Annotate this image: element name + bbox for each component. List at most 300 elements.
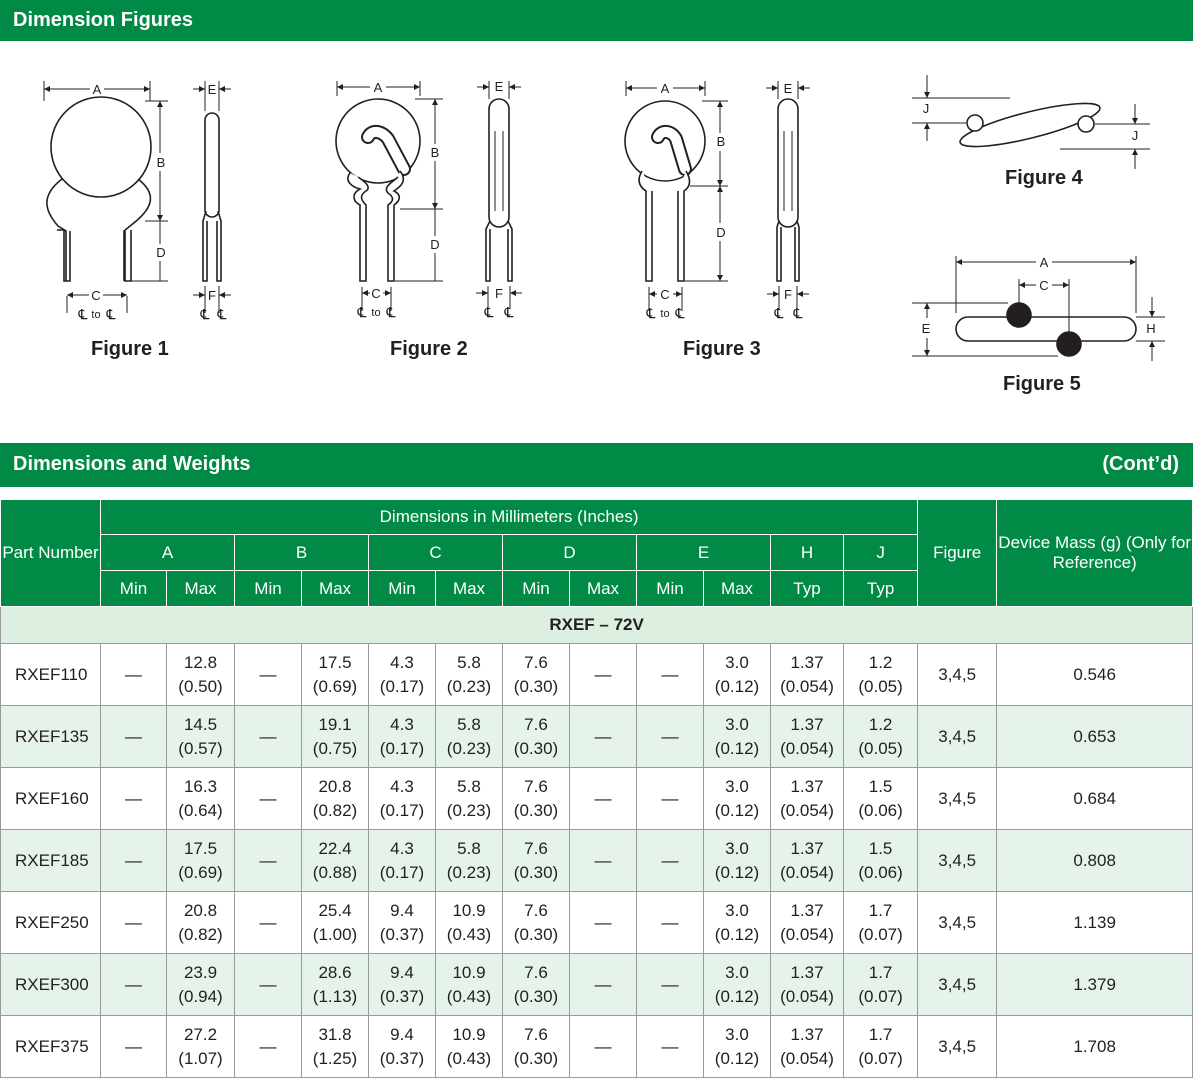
- section-title: Dimensions and Weights: [13, 453, 251, 475]
- centerline-symbol: ℄: [78, 306, 88, 322]
- cell-mm-value: —: [594, 788, 612, 808]
- dimension-cell: [101, 1016, 167, 1078]
- cell-inch-value: (0.37): [379, 986, 425, 1006]
- cell-inch-value: (0.69): [312, 676, 358, 696]
- figure-cell: 3,4,5: [918, 1016, 997, 1078]
- dimension-cell: [637, 954, 704, 1016]
- dimension-cell: [101, 644, 167, 706]
- dimension-cell: [637, 706, 704, 768]
- header-group-a: A: [101, 535, 235, 571]
- cell-mm-value: 14.5: [183, 714, 218, 734]
- cell-inch-value: (0.17): [379, 738, 425, 758]
- dimension-cell: [436, 892, 503, 954]
- continued-label: (Cont’d): [1102, 453, 1179, 475]
- cell-inch-value: (0.054): [780, 738, 834, 758]
- cell-inch-value: (0.054): [780, 986, 834, 1006]
- dim-f-label: F: [784, 287, 792, 302]
- cell-mm-value: —: [661, 788, 679, 808]
- dimension-cell: [302, 768, 369, 830]
- cell-mm-value: 12.8: [183, 652, 218, 672]
- dimension-cell: [436, 768, 503, 830]
- dimension-cell: [771, 954, 844, 1016]
- dimension-cell: [167, 768, 235, 830]
- cell-inch-value: (0.12): [714, 676, 760, 696]
- cell-mm-value: —: [259, 974, 277, 994]
- dim-e-label: E: [921, 321, 931, 336]
- cell-mm-value: 22.4: [318, 838, 352, 858]
- centerline-symbol: ℄: [774, 305, 784, 321]
- dimension-cell: [844, 892, 918, 954]
- cell-inch-value: (0.37): [379, 1048, 425, 1068]
- dimension-cell: [844, 768, 918, 830]
- section-title: Dimension Figures: [13, 9, 194, 31]
- header-group-j: J: [844, 535, 918, 571]
- cell-mm-value: —: [594, 664, 612, 684]
- centerline-symbol: ℄: [504, 304, 514, 320]
- header-sub-8: Min: [637, 571, 704, 607]
- cell-inch-value: (0.12): [714, 800, 760, 820]
- cell-mm-value: —: [594, 974, 612, 994]
- dimension-cell: [503, 768, 570, 830]
- cell-mm-value: —: [125, 850, 142, 870]
- to-label: to: [371, 307, 381, 319]
- cell-mm-value: 5.8: [457, 838, 481, 858]
- table-row: [1, 644, 1193, 706]
- dimension-cell: [503, 954, 570, 1016]
- centerline-symbol: ℄: [793, 305, 803, 321]
- dimension-cell: [704, 830, 771, 892]
- dim-a-label: A: [660, 81, 670, 96]
- part-number-cell: RXEF160: [1, 768, 101, 830]
- cell-mm-value: 20.8: [183, 900, 218, 920]
- cell-inch-value: (0.88): [312, 862, 358, 882]
- dim-a-label: A: [1039, 255, 1049, 270]
- dimension-cell: [302, 644, 369, 706]
- cell-mm-value: 1.5: [868, 838, 893, 858]
- cell-mm-value: 16.3: [183, 776, 218, 796]
- dim-c-label: C: [1039, 278, 1049, 293]
- cell-mm-value: —: [259, 850, 277, 870]
- cell-mm-value: 1.7: [868, 962, 893, 982]
- cell-mm-value: 1.37: [790, 962, 824, 982]
- figure-cell: 3,4,5: [918, 954, 997, 1016]
- figure-cell: 3,4,5: [918, 830, 997, 892]
- dimension-cell: [302, 892, 369, 954]
- cell-mm-value: —: [259, 788, 277, 808]
- dimension-cell: [704, 892, 771, 954]
- dimension-cell: [704, 706, 771, 768]
- table-row: [1, 954, 1193, 1016]
- header-sub-7: Max: [570, 571, 637, 607]
- dimension-cell: [369, 706, 436, 768]
- dimension-cell: [503, 830, 570, 892]
- mass-cell: 0.546: [997, 644, 1193, 706]
- cell-inch-value: (0.82): [178, 924, 223, 944]
- to-label: to: [660, 308, 670, 320]
- dimension-cell: [844, 954, 918, 1016]
- cell-inch-value: (1.07): [178, 1048, 223, 1068]
- cell-inch-value: (0.30): [513, 924, 559, 944]
- cell-mm-value: —: [125, 726, 142, 746]
- cell-inch-value: (0.07): [858, 986, 903, 1006]
- part-number-cell: RXEF300: [1, 954, 101, 1016]
- dimension-cell: [503, 1016, 570, 1078]
- figure-cell: 3,4,5: [918, 768, 997, 830]
- cell-mm-value: 7.6: [524, 962, 548, 982]
- cell-mm-value: —: [594, 1036, 612, 1056]
- part-number-cell: RXEF135: [1, 706, 101, 768]
- cell-inch-value: (0.05): [858, 738, 903, 758]
- header-group-e: E: [637, 535, 771, 571]
- dim-a-label: A: [92, 82, 102, 97]
- cell-inch-value: (0.43): [446, 1048, 492, 1068]
- cell-inch-value: (0.054): [780, 1048, 834, 1068]
- dim-e-label: E: [494, 79, 504, 94]
- dimension-cell: [235, 706, 302, 768]
- part-number-cell: RXEF375: [1, 1016, 101, 1078]
- dimension-cell: [167, 644, 235, 706]
- cell-mm-value: 25.4: [318, 900, 352, 920]
- dim-b-label: B: [716, 134, 726, 149]
- dimension-cell: [436, 644, 503, 706]
- dimension-cell: [369, 768, 436, 830]
- figure-1-drawing: [44, 81, 231, 313]
- dimension-cell: [844, 1016, 918, 1078]
- cell-mm-value: 5.8: [457, 714, 481, 734]
- dimension-cell: [637, 830, 704, 892]
- table-row: [1, 830, 1193, 892]
- dimension-cell: [235, 830, 302, 892]
- figure-3-label: Figure 3: [683, 338, 761, 360]
- cell-inch-value: (0.23): [446, 800, 492, 820]
- cell-mm-value: —: [661, 726, 679, 746]
- mass-cell: 1.708: [997, 1016, 1193, 1078]
- cell-inch-value: (0.17): [379, 676, 425, 696]
- dimension-cell: [503, 644, 570, 706]
- header-group-c: C: [369, 535, 503, 571]
- dimension-cell: [704, 644, 771, 706]
- cell-inch-value: (0.82): [312, 800, 358, 820]
- series-row: RXEF – 72V: [1, 607, 1193, 644]
- cell-mm-value: —: [661, 974, 679, 994]
- dimension-cell: [704, 768, 771, 830]
- dimension-cell: [369, 644, 436, 706]
- dimensions-table: [0, 499, 1193, 1078]
- header-part-number: Part Number: [1, 500, 101, 607]
- dim-c-label: C: [371, 286, 381, 301]
- cell-mm-value: 7.6: [524, 714, 548, 734]
- dimension-cell: [771, 892, 844, 954]
- cell-mm-value: 23.9: [183, 962, 218, 982]
- cell-inch-value: (0.75): [312, 738, 358, 758]
- dimension-cell: [167, 830, 235, 892]
- dimension-cell: [369, 954, 436, 1016]
- header-group-b: B: [235, 535, 369, 571]
- cell-inch-value: (0.23): [446, 738, 492, 758]
- figure-4-label: Figure 4: [1005, 167, 1083, 189]
- cell-inch-value: (0.30): [513, 738, 559, 758]
- dimension-cell: [503, 706, 570, 768]
- cell-mm-value: 7.6: [524, 652, 548, 672]
- cell-mm-value: —: [661, 912, 679, 932]
- dimension-cell: [771, 768, 844, 830]
- cell-mm-value: —: [125, 974, 142, 994]
- cell-mm-value: 3.0: [725, 838, 749, 858]
- cell-mm-value: 20.8: [318, 776, 352, 796]
- dim-e-label: E: [783, 81, 793, 96]
- header-sub-4: Min: [369, 571, 436, 607]
- mass-cell: 1.379: [997, 954, 1193, 1016]
- dimension-cell: [637, 768, 704, 830]
- cell-mm-value: —: [594, 850, 612, 870]
- header-dims-title: Dimensions in Millimeters (Inches): [101, 500, 918, 535]
- cell-inch-value: (0.30): [513, 676, 559, 696]
- dimension-cell: [637, 892, 704, 954]
- header-mass: Device Mass (g) (Only for Reference): [997, 500, 1193, 607]
- cell-inch-value: (0.94): [178, 986, 223, 1006]
- cell-mm-value: 1.37: [790, 714, 824, 734]
- dim-j-label: J: [1131, 128, 1139, 143]
- dimension-cell: [570, 768, 637, 830]
- cell-mm-value: 3.0: [725, 1024, 749, 1044]
- cell-mm-value: —: [594, 912, 612, 932]
- dimension-cell: [101, 954, 167, 1016]
- centerline-symbol: ℄: [386, 304, 396, 320]
- dimension-cell: [637, 644, 704, 706]
- dimension-cell: [844, 830, 918, 892]
- cell-mm-value: 1.5: [868, 776, 893, 796]
- dim-a-label: A: [373, 80, 383, 95]
- dimension-cell: [436, 830, 503, 892]
- dim-c-label: C: [91, 288, 101, 303]
- dimension-cell: [101, 830, 167, 892]
- dimension-cell: [235, 954, 302, 1016]
- dimension-cell: [436, 954, 503, 1016]
- dimension-cell: [503, 892, 570, 954]
- dimension-cell: [167, 706, 235, 768]
- dim-e-label: E: [207, 82, 217, 97]
- dimension-cell: [570, 706, 637, 768]
- table-row: [1, 1016, 1193, 1078]
- cell-mm-value: 17.5: [318, 652, 352, 672]
- dimension-cell: [570, 644, 637, 706]
- centerline-symbol: ℄: [675, 305, 685, 321]
- header-figure: Figure: [918, 500, 997, 607]
- dimension-cell: [436, 706, 503, 768]
- cell-mm-value: 7.6: [524, 900, 548, 920]
- dimension-cell: [167, 1016, 235, 1078]
- cell-inch-value: (0.06): [858, 862, 903, 882]
- mass-cell: 0.808: [997, 830, 1193, 892]
- cell-mm-value: 1.2: [868, 652, 893, 672]
- cell-mm-value: 27.2: [183, 1024, 218, 1044]
- dimension-cell: [570, 954, 637, 1016]
- dimension-cell: [101, 706, 167, 768]
- dimension-cell: [771, 644, 844, 706]
- cell-mm-value: 19.1: [318, 714, 352, 734]
- dim-h-label: H: [1146, 321, 1156, 336]
- cell-mm-value: 1.7: [868, 1024, 893, 1044]
- cell-mm-value: —: [125, 788, 142, 808]
- figure-5-label: Figure 5: [1003, 373, 1081, 395]
- cell-inch-value: (1.00): [312, 924, 358, 944]
- figure-cell: 3,4,5: [918, 892, 997, 954]
- cell-inch-value: (0.07): [858, 1048, 903, 1068]
- cell-inch-value: (0.43): [446, 986, 492, 1006]
- header-group-h: H: [771, 535, 844, 571]
- dimension-cell: [302, 1016, 369, 1078]
- cell-inch-value: (0.50): [178, 676, 223, 696]
- cell-mm-value: 7.6: [524, 838, 548, 858]
- header-sub-6: Min: [503, 571, 570, 607]
- header-sub-5: Max: [436, 571, 503, 607]
- cell-inch-value: (0.12): [714, 924, 760, 944]
- cell-mm-value: 9.4: [390, 1024, 414, 1044]
- cell-mm-value: 28.6: [318, 962, 352, 982]
- cell-mm-value: 10.9: [452, 1024, 486, 1044]
- centerline-symbol: ℄: [357, 304, 367, 320]
- cell-inch-value: (1.25): [312, 1048, 358, 1068]
- cell-inch-value: (0.054): [780, 924, 834, 944]
- cell-inch-value: (0.06): [858, 800, 903, 820]
- cell-mm-value: 1.37: [790, 1024, 824, 1044]
- figure-3-drawing: [625, 81, 810, 311]
- part-number-cell: RXEF110: [1, 644, 101, 706]
- cell-mm-value: —: [259, 726, 277, 746]
- cell-inch-value: (0.17): [379, 800, 425, 820]
- cell-inch-value: (0.05): [858, 676, 903, 696]
- cell-inch-value: (0.43): [446, 924, 492, 944]
- cell-mm-value: 31.8: [318, 1024, 352, 1044]
- header-sub-9: Max: [704, 571, 771, 607]
- cell-mm-value: 7.6: [524, 1024, 548, 1044]
- figure-1-label: Figure 1: [91, 338, 169, 360]
- to-label: to: [91, 309, 101, 321]
- header-sub-2: Min: [235, 571, 302, 607]
- dimension-cell: [637, 1016, 704, 1078]
- dimension-cell: [235, 1016, 302, 1078]
- dimension-cell: [235, 644, 302, 706]
- cell-mm-value: 9.4: [390, 900, 414, 920]
- dimension-cell: [704, 1016, 771, 1078]
- dimension-cell: [235, 892, 302, 954]
- figure-4-drawing: [912, 75, 1150, 169]
- dimension-cell: [235, 768, 302, 830]
- dim-b-label: B: [156, 155, 166, 170]
- cell-mm-value: 1.7: [868, 900, 893, 920]
- cell-inch-value: (0.054): [780, 800, 834, 820]
- header-sub-0: Min: [101, 571, 167, 607]
- cell-mm-value: 3.0: [725, 652, 749, 672]
- mass-cell: 1.139: [997, 892, 1193, 954]
- dimension-cell: [436, 1016, 503, 1078]
- centerline-symbol: ℄: [646, 305, 656, 321]
- dimension-cell: [167, 954, 235, 1016]
- part-number-cell: RXEF250: [1, 892, 101, 954]
- cell-mm-value: 3.0: [725, 714, 749, 734]
- cell-mm-value: —: [259, 664, 277, 684]
- cell-mm-value: —: [259, 1036, 277, 1056]
- cell-mm-value: —: [125, 912, 142, 932]
- dimension-cell: [302, 830, 369, 892]
- dimension-cell: [570, 830, 637, 892]
- cell-inch-value: (0.07): [858, 924, 903, 944]
- cell-mm-value: 1.2: [868, 714, 893, 734]
- cell-inch-value: (0.12): [714, 862, 760, 882]
- cell-inch-value: (0.23): [446, 676, 492, 696]
- cell-inch-value: (0.054): [780, 676, 834, 696]
- dimension-cell: [369, 1016, 436, 1078]
- section-header-dimensions-weights: [0, 443, 1193, 487]
- dimension-cell: [844, 706, 918, 768]
- dimension-cell: [369, 892, 436, 954]
- cell-mm-value: —: [259, 912, 277, 932]
- cell-inch-value: (0.30): [513, 800, 559, 820]
- figure-5-drawing: [912, 256, 1165, 361]
- cell-inch-value: (0.12): [714, 1048, 760, 1068]
- cell-mm-value: 4.3: [390, 838, 414, 858]
- dimension-cell: [771, 1016, 844, 1078]
- dimension-cell: [771, 830, 844, 892]
- centerline-symbol: ℄: [200, 306, 210, 322]
- cell-mm-value: 3.0: [725, 900, 749, 920]
- table-row: [1, 892, 1193, 954]
- dimension-cell: [101, 892, 167, 954]
- figure-2-label: Figure 2: [390, 338, 468, 360]
- mass-cell: 0.653: [997, 706, 1193, 768]
- dimension-cell: [302, 706, 369, 768]
- cell-mm-value: 1.37: [790, 838, 824, 858]
- cell-mm-value: 10.9: [452, 962, 486, 982]
- dimension-cell: [302, 954, 369, 1016]
- cell-mm-value: 10.9: [452, 900, 486, 920]
- cell-mm-value: 17.5: [183, 838, 218, 858]
- cell-inch-value: (0.30): [513, 862, 559, 882]
- mass-cell: 0.684: [997, 768, 1193, 830]
- table-row: [1, 768, 1193, 830]
- cell-mm-value: 3.0: [725, 776, 749, 796]
- cell-inch-value: (0.23): [446, 862, 492, 882]
- cell-mm-value: 5.8: [457, 652, 481, 672]
- cell-inch-value: (0.37): [379, 924, 425, 944]
- cell-inch-value: (0.12): [714, 986, 760, 1006]
- cell-mm-value: 1.37: [790, 900, 824, 920]
- cell-mm-value: 3.0: [725, 962, 749, 982]
- header-group-d: D: [503, 535, 637, 571]
- cell-inch-value: (1.13): [312, 986, 358, 1006]
- dimension-cell: [101, 768, 167, 830]
- part-number-cell: RXEF185: [1, 830, 101, 892]
- cell-inch-value: (0.64): [178, 800, 223, 820]
- dim-b-label: B: [430, 145, 440, 160]
- cell-inch-value: (0.054): [780, 862, 834, 882]
- cell-mm-value: —: [661, 1036, 679, 1056]
- dim-d-label: D: [156, 245, 166, 260]
- figure-cell: 3,4,5: [918, 706, 997, 768]
- cell-inch-value: (0.30): [513, 1048, 559, 1068]
- dimension-cell: [704, 954, 771, 1016]
- cell-mm-value: 1.37: [790, 652, 824, 672]
- cell-mm-value: 7.6: [524, 776, 548, 796]
- table-row: [1, 706, 1193, 768]
- cell-mm-value: —: [594, 726, 612, 746]
- dim-f-label: F: [208, 288, 216, 303]
- header-sub-11: Typ: [844, 571, 918, 607]
- dim-c-label: C: [660, 287, 670, 302]
- cell-inch-value: (0.17): [379, 862, 425, 882]
- cell-mm-value: 4.3: [390, 714, 414, 734]
- cell-inch-value: (0.57): [178, 738, 223, 758]
